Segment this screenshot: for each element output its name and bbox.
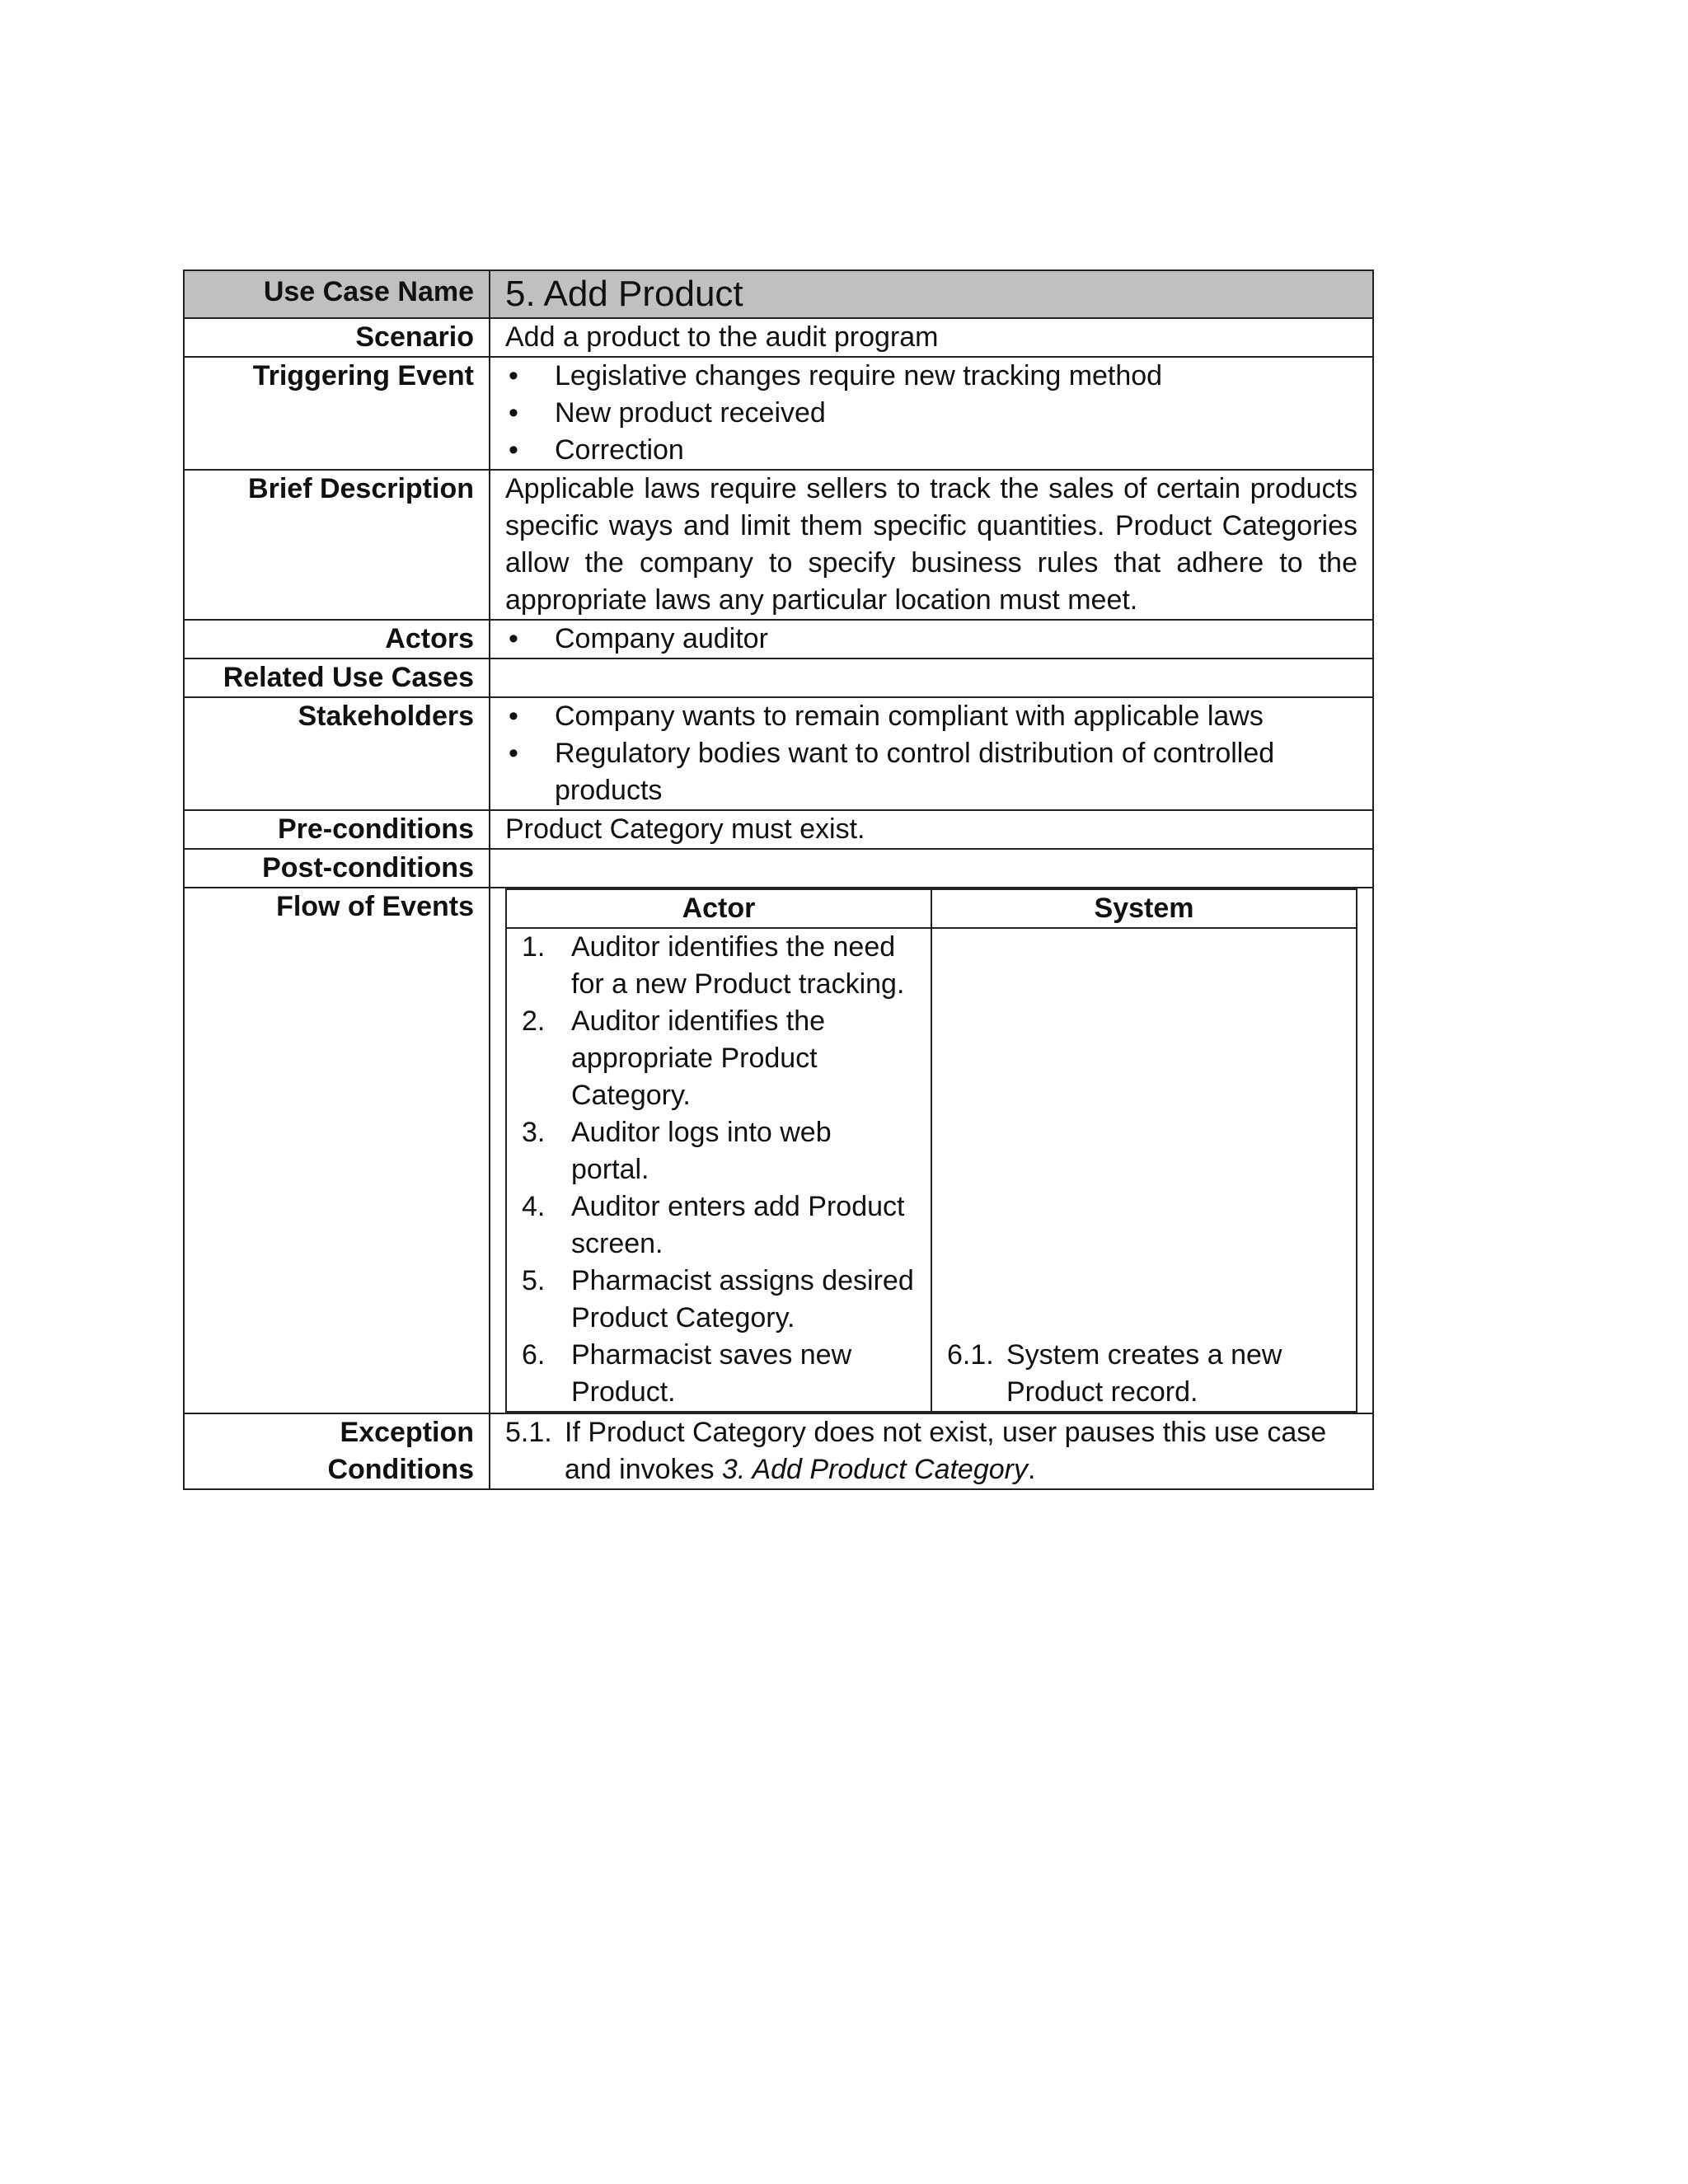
flow-header-row xyxy=(506,889,1357,928)
system-steps-cell xyxy=(931,928,1357,1412)
flow-body-row xyxy=(506,928,1357,1412)
scenario-value: Add a product to the audit program xyxy=(490,318,1373,357)
actors-value xyxy=(490,620,1373,658)
step-number: 6.1. xyxy=(947,1339,994,1371)
brief-description-label: Brief Description xyxy=(184,470,490,620)
exception-item xyxy=(505,1414,1357,1488)
scenario-label: Scenario xyxy=(184,318,490,357)
stakeholders-list xyxy=(505,698,1357,809)
exception-conditions-value xyxy=(490,1413,1373,1489)
system-column-header: System xyxy=(931,889,1357,928)
triggering-event-list xyxy=(505,358,1357,469)
exception-end: . xyxy=(1027,1454,1036,1485)
triggering-event-row xyxy=(184,357,1373,470)
pre-conditions-label: Pre-conditions xyxy=(184,810,490,849)
step-number: 6. xyxy=(522,1339,546,1371)
list-item xyxy=(522,1263,916,1337)
flow-of-events-value xyxy=(490,888,1373,1413)
step-text: System creates a new Product record. xyxy=(1006,1339,1282,1408)
step-text: Auditor identifies the need for a new Product tracking. xyxy=(571,931,905,1000)
use-case-table xyxy=(183,269,1374,1490)
post-conditions-label: Post-conditions xyxy=(184,849,490,888)
actor-steps-cell xyxy=(506,928,931,1412)
related-use-cases-label: Related Use Cases xyxy=(184,658,490,697)
exception-conditions-row xyxy=(184,1413,1373,1489)
triggering-event-label: Triggering Event xyxy=(184,357,490,470)
list-item: • Legislative changes require new tracking method xyxy=(505,358,1357,395)
step-text: Auditor logs into web portal. xyxy=(571,1117,832,1185)
step-number: 5. xyxy=(522,1265,546,1296)
list-item xyxy=(522,1114,916,1188)
step-text: Pharmacist saves new Product. xyxy=(571,1339,852,1408)
brief-description-value: Applicable laws require sellers to track the sales of certain products specific ways and limit them specific quantities. Product Categories allow the company to specify business rules that adhere to the appropriate laws any particular location must meet. xyxy=(490,470,1373,620)
triggering-event-value xyxy=(490,357,1373,470)
use-case-name-value xyxy=(490,270,1373,318)
post-conditions-row xyxy=(184,849,1373,888)
related-use-cases-row xyxy=(184,658,1373,697)
list-item xyxy=(522,929,916,1003)
flow-of-events-label: Flow of Events xyxy=(184,888,490,1413)
step-text: Auditor identifies the appropriate Product Category. xyxy=(571,1005,826,1111)
step-number: 1. xyxy=(522,931,546,963)
actors-row xyxy=(184,620,1373,658)
step-text: Auditor enters add Product screen. xyxy=(571,1191,905,1259)
actor-steps-list xyxy=(522,929,916,1411)
list-item xyxy=(522,1003,916,1114)
use-case-name-label: Use Case Name xyxy=(184,270,490,318)
list-item xyxy=(522,1337,916,1411)
use-case-title: 5. Add Product xyxy=(505,274,743,314)
list-item: • Company wants to remain compliant with applicable laws xyxy=(505,698,1357,735)
list-item: • Regulatory bodies want to control distribution of controlled products xyxy=(505,735,1357,809)
exception-reference: 3. Add Product Category xyxy=(721,1454,1028,1485)
brief-description-row xyxy=(184,470,1373,620)
step-number: 2. xyxy=(522,1005,546,1037)
actors-label: Actors xyxy=(184,620,490,658)
exception-text: If Product Category does not exist, user pauses this use case and invokes xyxy=(565,1417,1327,1485)
stakeholders-label: Stakeholders xyxy=(184,697,490,810)
related-use-cases-value xyxy=(490,658,1373,697)
pre-conditions-row xyxy=(184,810,1373,849)
list-item: • Correction xyxy=(505,432,1357,469)
exception-conditions-label: Exception Conditions xyxy=(184,1413,490,1489)
flow-table xyxy=(505,888,1357,1413)
scenario-row xyxy=(184,318,1373,357)
actors-list xyxy=(505,621,1357,658)
list-item: • New product received xyxy=(505,395,1357,432)
post-conditions-value xyxy=(490,849,1373,888)
flow-of-events-row xyxy=(184,888,1373,1413)
stakeholders-row xyxy=(184,697,1373,810)
stakeholders-value xyxy=(490,697,1373,810)
step-number: 3. xyxy=(522,1117,546,1148)
actor-column-header: Actor xyxy=(506,889,931,928)
list-item: • Company auditor xyxy=(505,621,1357,658)
list-item xyxy=(947,1337,1341,1411)
step-text: Pharmacist assigns desired Product Category. xyxy=(571,1265,914,1333)
list-item xyxy=(522,1188,916,1263)
exception-number: 5.1. xyxy=(505,1417,552,1448)
step-number: 4. xyxy=(522,1191,546,1222)
use-case-name-row xyxy=(184,270,1373,318)
pre-conditions-value: Product Category must exist. xyxy=(490,810,1373,849)
